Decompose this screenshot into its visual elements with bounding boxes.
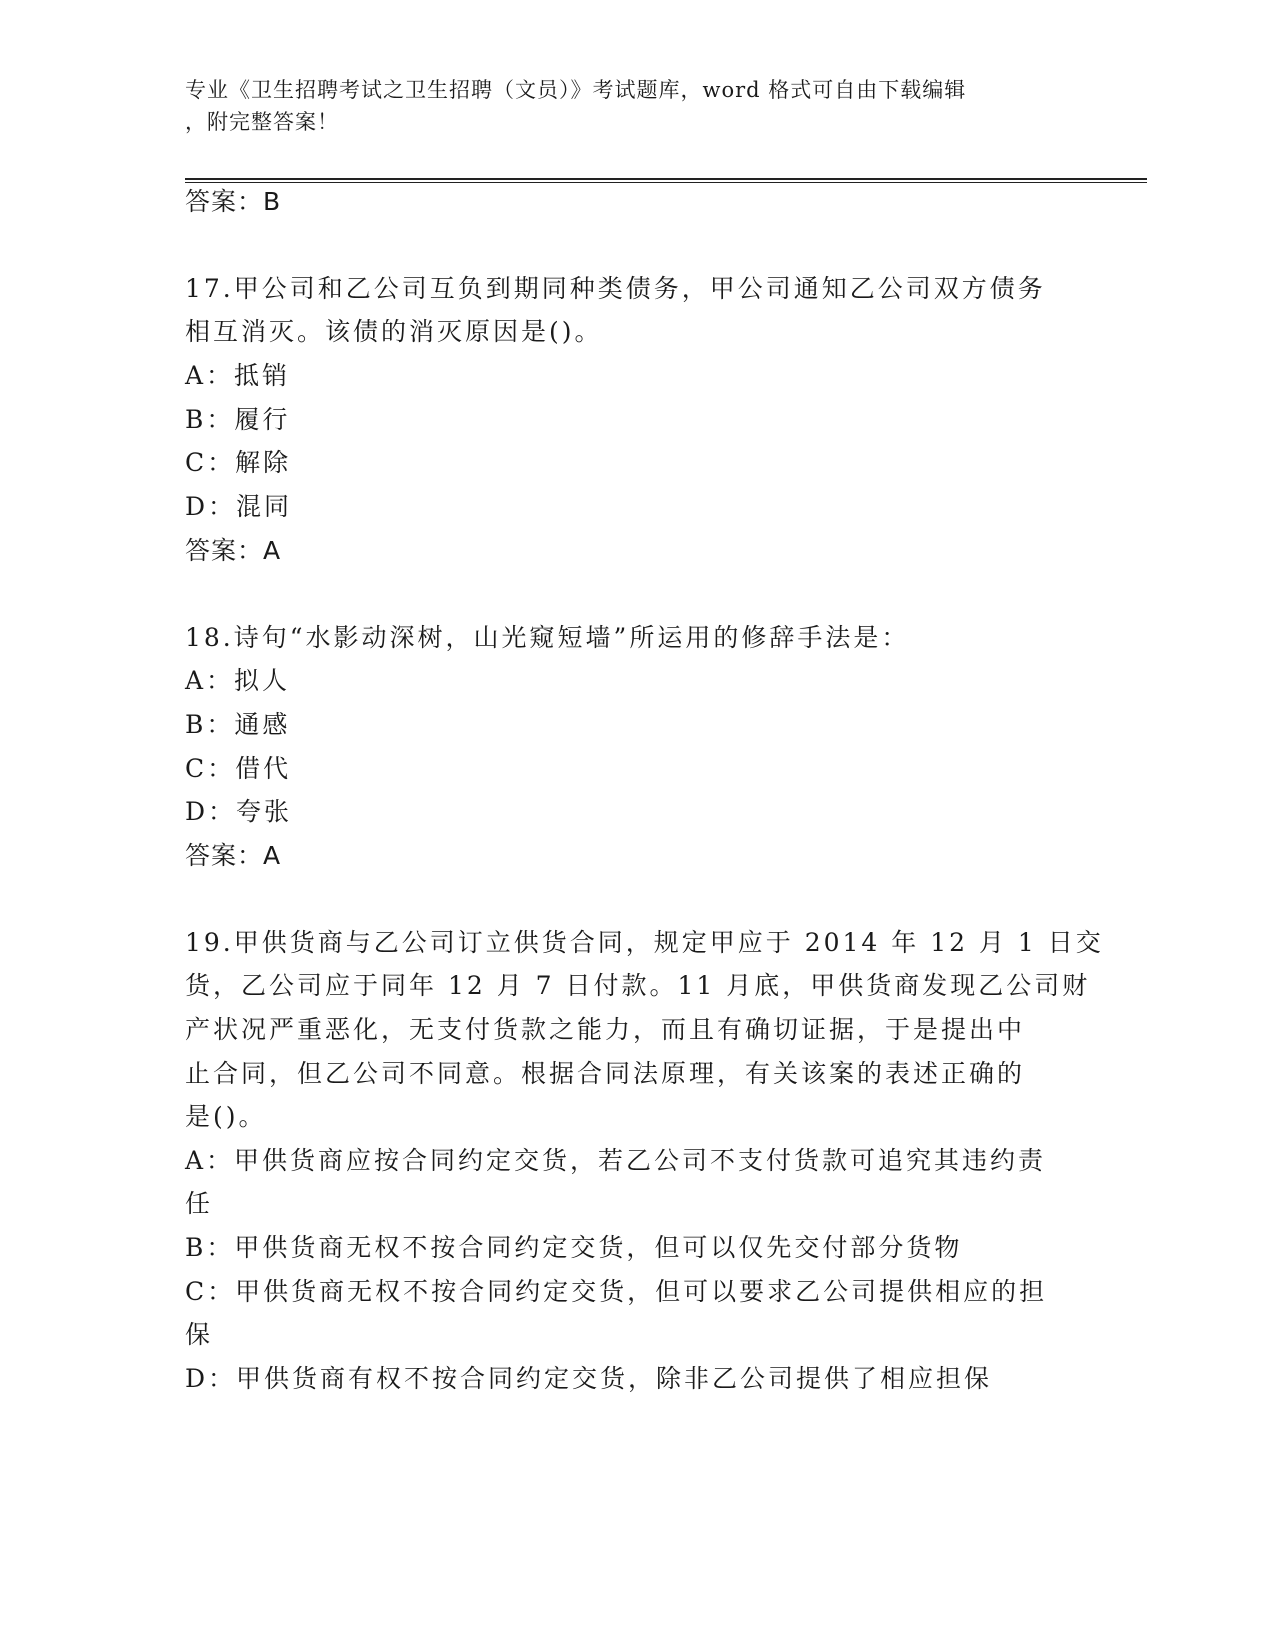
header-note [185,74,1065,138]
question-19-stem-line: 19.甲供货商与乙公司订立供货合同，规定甲应于 2014 年 12 月 1 日交 [185,928,1104,957]
question-18-option-c: C：借代 [185,754,292,783]
question-17-answer: 答案：A [185,536,282,565]
question-17-option-a: A：抵销 [185,361,291,390]
question-19-stem-line: 是()。 [185,1102,267,1131]
question-17-stem-line: 17.甲公司和乙公司互负到期同种类债务，甲公司通知乙公司双方债务 [185,274,1046,303]
header-divider [185,178,1147,183]
header-note-line: 专业《卫生招聘考试之卫生招聘（文员）》考试题库，word 格式可自由下载编辑 [185,78,967,102]
question-19-option-b: B：甲供货商无权不按合同约定交货，但可以仅先交付部分货物 [185,1233,963,1262]
question-19-option-d: D：甲供货商有权不按合同约定交货，除非乙公司提供了相应担保 [185,1364,993,1393]
question-17-option-b: B：履行 [185,405,291,434]
question-19-option-c-continuation: 保 [185,1320,214,1349]
question-19-stem-line: 止合同，但乙公司不同意。根据合同法原理，有关该案的表述正确的 [185,1059,1026,1088]
question-19-stem-line: 货，乙公司应于同年 12 月 7 日付款。11 月底，甲供货商发现乙公司财 [185,971,1091,1000]
question-17-stem-line: 相互消灭。该债的消灭原因是()。 [185,317,603,346]
question-17-option-d: D：混同 [185,492,293,521]
question-19-option-a-continuation: 任 [185,1189,214,1218]
question-18-option-d: D：夸张 [185,797,293,826]
question-19-option-c: C：甲供货商无权不按合同约定交货，但可以要求乙公司提供相应的担 [185,1277,1048,1306]
question-17-option-c: C：解除 [185,448,292,477]
question-18-option-b: B：通感 [185,710,291,739]
question-18-stem-line: 18.诗句“水影动深树，山光窥短墙”所运用的修辞手法是： [185,623,910,652]
question-18-answer: 答案：A [185,841,282,870]
previous-answer: 答案：B [185,187,282,216]
header-note-line: ，附完整答案！ [185,110,339,134]
question-19-stem-line: 产状况严重恶化，无支付货款之能力，而且有确切证据，于是提出中 [185,1015,1026,1044]
question-19-option-a: A：甲供货商应按合同约定交货，若乙公司不支付货款可追究其违约责 [185,1146,1047,1175]
question-18-option-a: A：拟人 [185,666,291,695]
